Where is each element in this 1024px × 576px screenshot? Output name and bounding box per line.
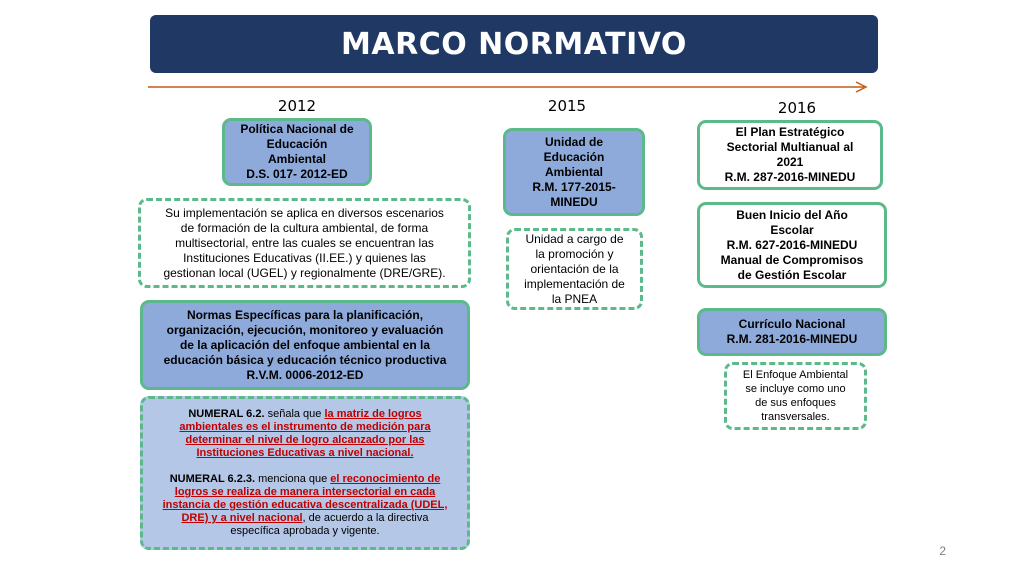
page-title: MARCO NORMATIVO	[341, 26, 687, 62]
implementation-box: Su implementación se aplica en diversos escenarios de formación de la cultura ambiental, de forma multisectorial, entre las cuales se encuentran las Instituciones Educativas (II.EE.) y quienes las gestionan local (UGEL) y regionalmente (DRE/GRE).	[138, 198, 471, 288]
year-2012: 2012	[277, 97, 317, 115]
numerals-box	[140, 396, 470, 550]
year-2015: 2015	[547, 97, 587, 115]
year-2016: 2016	[777, 99, 817, 117]
page-number: 2	[939, 544, 946, 558]
timeline-arrow	[148, 80, 874, 94]
school-start-box: Buen Inicio del Año Escolar R.M. 627-2016-MINEDU Manual de Compromisos de Gestión Escolar	[697, 202, 887, 288]
policy-box: Política Nacional de Educación Ambiental D.S. 017- 2012-ED	[222, 118, 372, 186]
numeral-6-2-3: NUMERAL 6.2.3. menciona que el reconocimiento de logros se realiza de manera intersectorial en cada instancia de gestión educativa descentralizada (UDEL, DRE) y a nivel nacional, de acuerdo a la directiva específica aprobada y vigente.	[162, 473, 448, 537]
numeral-6-2: NUMERAL 6.2. señala que la matriz de logros ambientales es el instrumento de medición para determinar el nivel de logro alcanzado por las Instituciones Educativas a nivel nacional.	[179, 408, 431, 459]
curriculum-box: Currículo Nacional R.M. 281-2016-MINEDU	[697, 308, 887, 356]
unit-box: Unidad de Educación Ambiental R.M. 177-2015- MINEDU	[503, 128, 645, 216]
strategic-plan-box: El Plan Estratégico Sectorial Multianual al 2021 R.M. 287-2016-MINEDU	[697, 120, 883, 190]
unit-note-box: Unidad a cargo de la promoción y orientación de la implementación de la PNEA	[506, 228, 643, 310]
title-bar	[150, 15, 878, 73]
norms-box: Normas Específicas para la planificación, organización, ejecución, monitoreo y evaluación de la aplicación del enfoque ambiental en la educación básica y educación técnico productiva R.V.M. 0006-2012-ED	[140, 300, 470, 390]
curriculum-note-box: El Enfoque Ambiental se incluye como uno de sus enfoques transversales.	[724, 362, 867, 430]
